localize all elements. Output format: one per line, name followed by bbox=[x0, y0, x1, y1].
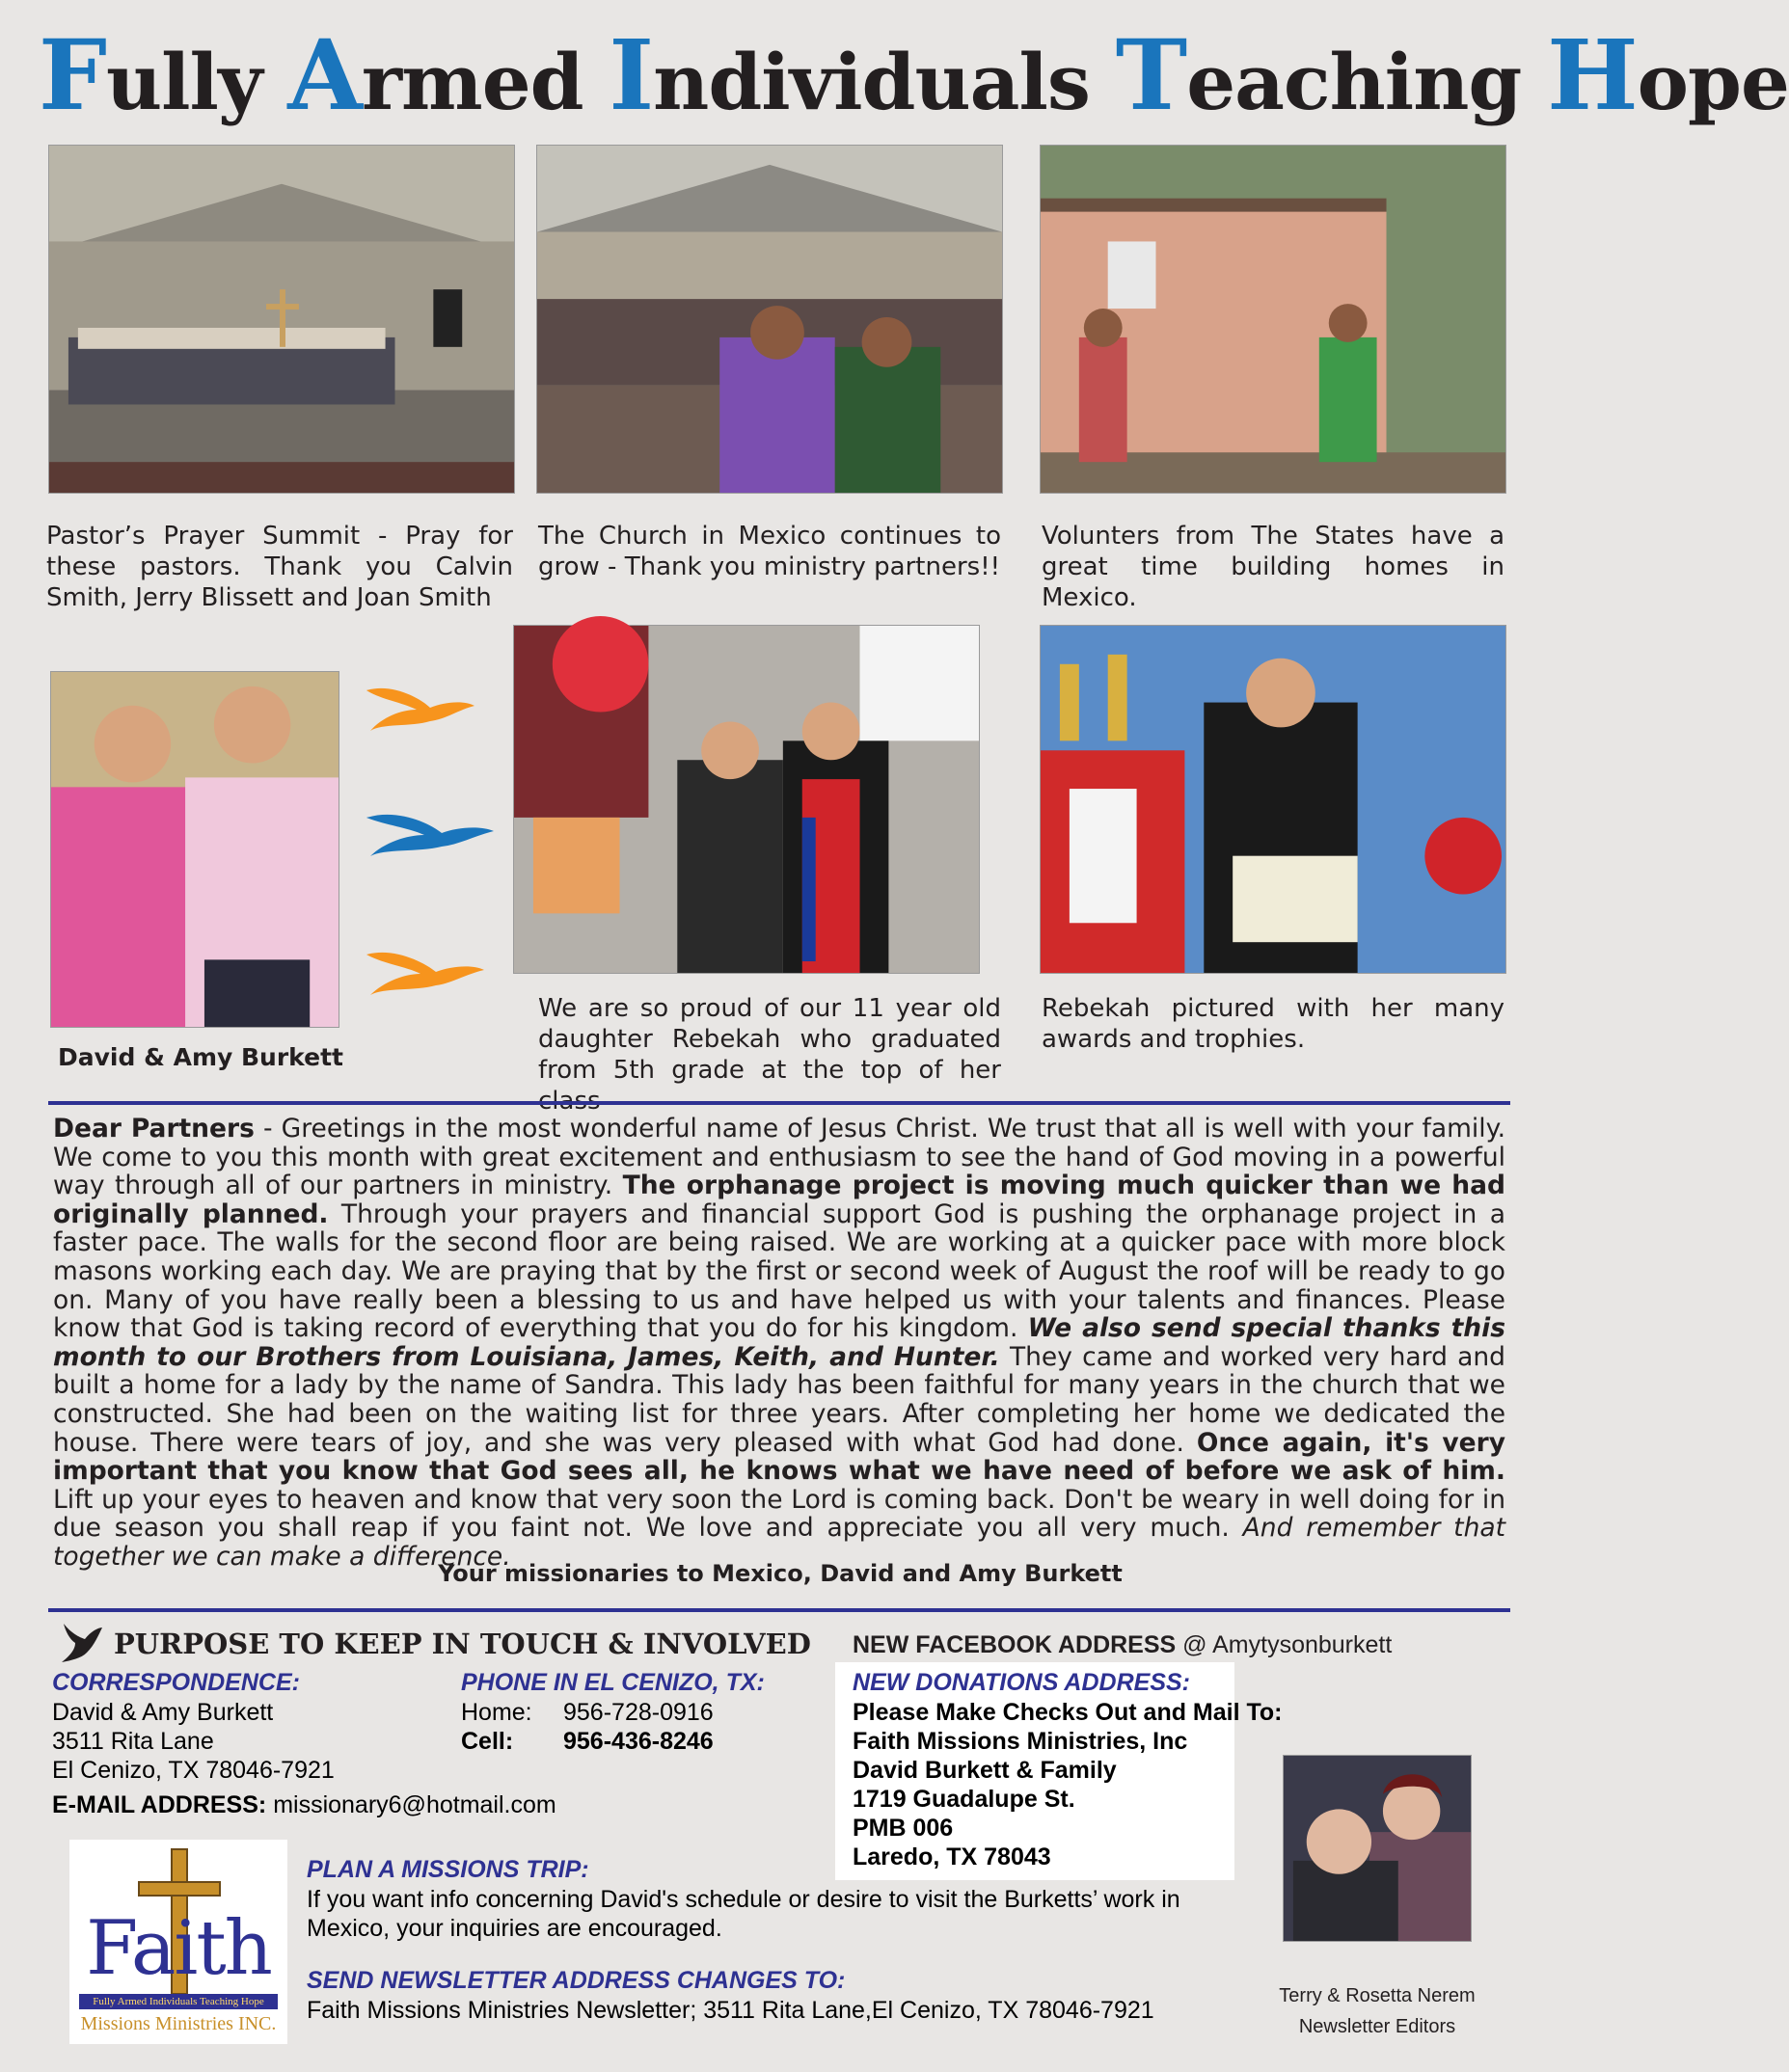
newsletter-title bbox=[39, 17, 1789, 133]
facebook-handle[interactable]: @ Amytysonburkett bbox=[1182, 1631, 1393, 1658]
title-initial: A bbox=[287, 18, 362, 132]
phone-cell[interactable]: 956-436-8246 bbox=[563, 1728, 714, 1755]
title-initial: T bbox=[1115, 18, 1187, 132]
caption-volunteers: Volunters from The States have a great time building homes in Mexico. bbox=[1042, 522, 1504, 612]
donations-line: 1719 Guadalupe St. bbox=[853, 1786, 1075, 1813]
photo-prayer-summit bbox=[48, 145, 515, 494]
contact-heading: PURPOSE TO KEEP IN TOUCH & INVOLVED bbox=[114, 1628, 811, 1660]
faith-logo bbox=[69, 1840, 287, 2044]
changes-text: Faith Missions Ministries Newsletter; 3511 Rita Lane,El Cenizo, TX 78046-7921 bbox=[307, 1997, 1154, 2024]
letter-text: - Greetings in the most wonderful name of Jesus Christ. We trust that all is well with your family. We come to you this month with great excitement and enthusiasm to see the hand of God moving in a powerful way through all of our partners in ministry. bbox=[53, 1114, 1505, 1201]
title-word-rest: ndividuals bbox=[653, 37, 1090, 127]
trip-text: If you want info concerning David's schedule or desire to visit the Burketts’ work in Mexico, your inquiries are encouraged. bbox=[307, 1886, 1180, 1942]
donations-label: NEW DONATIONS ADDRESS: bbox=[853, 1669, 1190, 1696]
donations-line: Laredo, TX 78043 bbox=[853, 1843, 1051, 1870]
donations-line: PMB 006 bbox=[853, 1815, 954, 1842]
title-word-rest: eaching bbox=[1186, 37, 1522, 127]
facebook-label: NEW FACEBOOK ADDRESS bbox=[853, 1631, 1177, 1658]
caption-graduation: We are so proud of our 11 year old daughter Rebekah who graduated from 5th grade at the top of her bbox=[538, 994, 1001, 1085]
photo-volunteers-building bbox=[1040, 145, 1506, 494]
partners-letter bbox=[53, 1115, 1505, 1572]
facebook-line bbox=[853, 1631, 1392, 1659]
donations-line: Please Make Checks Out and Mail To: bbox=[853, 1699, 1283, 1726]
photo-rebekah-graduation bbox=[513, 625, 980, 974]
correspondence-label: CORRESPONDENCE: bbox=[52, 1669, 300, 1696]
letter-text: They came and worked very hard and built a home for a lady by the name of Sandra. This lady has been faithful for many years in the church that we constructed. She had been on the waiting list for three years. After completing her home we dedicated the house. There were tears of joy, and she was very pleased with what God had done. bbox=[53, 1341, 1505, 1458]
editors-names: Terry & Rosetta Nerem bbox=[1279, 1985, 1476, 2006]
letter-salutation: Dear Partners bbox=[53, 1114, 255, 1144]
email-address[interactable]: missionary6@hotmail.com bbox=[273, 1791, 556, 1818]
letter-emphasis: The orphanage project is moving much quicker than we had originally planned. bbox=[53, 1171, 1505, 1229]
email-line bbox=[52, 1790, 556, 1819]
letter-signature: Your missionaries to Mexico, David and Amy Burkett bbox=[438, 1560, 1123, 1587]
logo-tagline: Fully Armed Individuals Teaching Hope bbox=[79, 1994, 278, 2009]
correspondence-city: El Cenizo, TX 78046-7921 bbox=[52, 1757, 335, 1784]
donations-line: Faith Missions Ministries, Inc bbox=[853, 1728, 1188, 1755]
phone-cell-label: Cell: bbox=[461, 1728, 514, 1755]
changes-label: SEND NEWSLETTER ADDRESS CHANGES TO: bbox=[307, 1967, 846, 1994]
phone-label: PHONE IN EL CENIZO, TX: bbox=[461, 1669, 765, 1696]
trip-label: PLAN A MISSIONS TRIP: bbox=[307, 1856, 589, 1883]
email-label: E-MAIL ADDRESS: bbox=[52, 1791, 267, 1818]
title-initial: F bbox=[39, 18, 106, 132]
donations-line: David Burkett & Family bbox=[853, 1757, 1117, 1784]
divider bbox=[48, 1608, 1510, 1612]
correspondence-street: 3511 Rita Lane bbox=[52, 1728, 214, 1755]
dove-icon bbox=[363, 945, 488, 999]
title-word-rest: ope bbox=[1637, 37, 1789, 127]
photo-rebekah-awards bbox=[1040, 625, 1506, 974]
caption-awards: Rebekah pictured with her many awards and trophies. bbox=[1042, 994, 1504, 1054]
letter-closing: And remember that together we can make a difference. bbox=[53, 1513, 1505, 1572]
correspondence-name: David & Amy Burkett bbox=[52, 1699, 274, 1726]
phone-home-label: Home: bbox=[461, 1699, 532, 1726]
title-initial: I bbox=[609, 18, 654, 132]
editors-role: Newsletter Editors bbox=[1298, 2016, 1456, 2037]
divider bbox=[48, 1101, 1510, 1105]
letter-emphasis: Once again, it's very important that you know that God sees all, he knows what we have need of before we ask of him. bbox=[53, 1427, 1505, 1487]
title-word-rest: ully bbox=[106, 37, 262, 127]
photo-newsletter-editors bbox=[1283, 1755, 1472, 1942]
photo-church-mexico bbox=[536, 145, 1003, 494]
letter-text: Lift up your eyes to heaven and know that very soon the Lord is coming back. Don't be weary in well doing for in due season you shall reap if you faint not. We love and appreciate you all very much. bbox=[53, 1484, 1505, 1544]
title-initial: H bbox=[1547, 18, 1638, 132]
logo-word: Faith bbox=[86, 1905, 271, 1992]
dove-icon bbox=[363, 804, 498, 858]
phone-home[interactable]: 956-728-0916 bbox=[563, 1699, 714, 1726]
caption-david-amy: David & Amy Burkett bbox=[58, 1043, 343, 1071]
photo-david-amy-burkett bbox=[50, 671, 339, 1028]
dove-icon bbox=[58, 1620, 104, 1664]
caption-prayer-summit: Pastor’s Prayer Summit - Pray for these pastors. Thank you Calvin Smith, Jerry Blissett and Joan Smith bbox=[46, 522, 513, 612]
caption-church-mexico: The Church in Mexico continues to grow - Thank you ministry partners!! bbox=[538, 522, 1001, 581]
letter-text: Through your prayers and financial support God is pushing the orphanage project in a faster pace. The walls for the second floor are being raised. We are working at a quicker pace with more block masons working each day. We are praying that by the first or second week of August the roof will be ready to go on. Many of you have really been a blessing to us and have helped us with your talents and finances. Please know that God is taking record of everything that you do for his kingdom. bbox=[53, 1198, 1505, 1344]
title-word-rest: rmed bbox=[361, 37, 583, 127]
letter-emphasis: We also send special thanks this month to our Brothers from Louisiana, James, Keith, and Hunter. bbox=[53, 1313, 1505, 1372]
dove-icon bbox=[363, 681, 478, 735]
logo-org: Missions Ministries INC. bbox=[80, 2013, 277, 2034]
